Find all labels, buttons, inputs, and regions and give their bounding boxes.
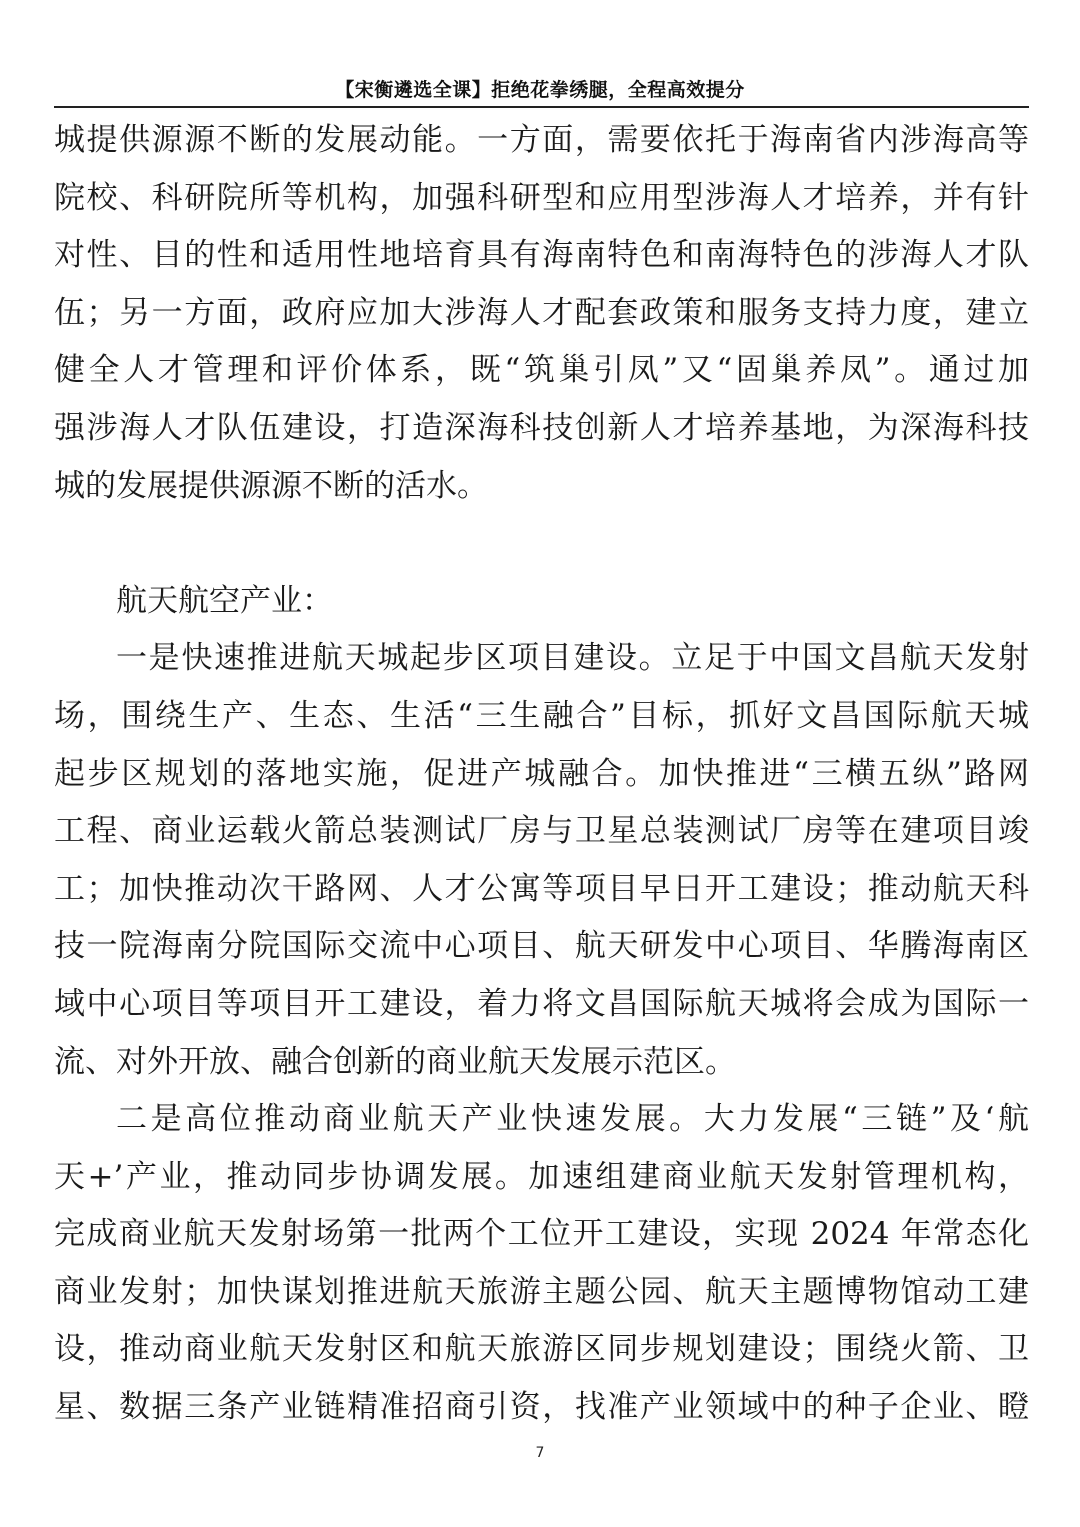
text-line: 技一院海南分院国际交流中心项目、航天研发中心项目、华腾海南区 xyxy=(54,928,1029,965)
text-line: 强涉海人才队伍建设，打造深海科技创新人才培养基地，为深海科技 xyxy=(54,409,1029,446)
header-divider xyxy=(54,106,1029,108)
text-line: 二是高位推动商业航天产业快速发展。大力发展“三链”及‘航 xyxy=(116,1101,1029,1138)
text-line: 设，推动商业航天发射区和航天旅游区同步规划建设；围绕火箭、卫 xyxy=(54,1331,1029,1368)
text-line: 城的发展提供源源不断的活水。 xyxy=(54,467,488,504)
text-line: 一是快速推进航天城起步区项目建设。立足于中国文昌航天发射 xyxy=(116,640,1029,677)
paragraph-space-city xyxy=(54,630,1029,1091)
paragraph-gap xyxy=(54,515,1029,573)
text-line: 场，围绕生产、生态、生活“三生融合”目标，抓好文昌国际航天城 xyxy=(54,697,1029,734)
page-header-title: 【宋衡遴选全课】拒绝花拳绣腿，全程高效提分 xyxy=(335,79,745,101)
text-line: 工程、商业运载火箭总装测试厂房与卫星总装测试厂房等在建项目竣 xyxy=(54,813,1029,850)
text-line: 天+’产业，推动同步协调发展。加速组建商业航天发射管理机构， xyxy=(54,1158,1029,1195)
text-line: 起步区规划的落地实施，促进产城融合。加快推进“三横五纵”路网 xyxy=(54,755,1029,792)
text-line: 域中心项目等项目开工建设，着力将文昌国际航天城将会成为国际一 xyxy=(54,985,1029,1022)
text-line: 健全人才管理和评价体系，既“筑巢引凤”又“固巢养凤”。通过加 xyxy=(54,352,1029,389)
text-line: 工；加快推动次干路网、人才公寓等项目早日开工建设；推动航天科 xyxy=(54,870,1029,907)
text-line: 伍；另一方面，政府应加大涉海人才配套政策和服务支持力度，建立 xyxy=(54,294,1029,331)
paragraph-deep-sea-talent xyxy=(54,112,1029,515)
text-line: 商业发射；加快谋划推进航天旅游主题公园、航天主题博物馆动工建 xyxy=(54,1273,1029,1310)
section-heading: 航天航空产业： xyxy=(116,582,333,619)
text-line: 院校、科研院所等机构，加强科研型和应用型涉海人才培养，并有针 xyxy=(54,179,1029,216)
page-number: 7 xyxy=(535,1445,545,1461)
text-line: 星、数据三条产业链精准招商引资，找准产业领域中的种子企业、瞪 xyxy=(54,1389,1029,1426)
text-line: 城提供源源不断的发展动能。一方面，需要依托于海南省内涉海高等 xyxy=(54,122,1029,158)
document-body xyxy=(54,112,1029,1437)
text-line: 流、对外开放、融合创新的商业航天发展示范区。 xyxy=(54,1043,736,1080)
paragraph-commercial-space xyxy=(54,1091,1029,1437)
text-line: 对性、目的性和适用性地培育具有海南特色和南海特色的涉海人才队 xyxy=(54,237,1029,274)
text-line: 完成商业航天发射场第一批两个工位开工建设，实现 2024 年常态化 xyxy=(54,1216,1029,1253)
